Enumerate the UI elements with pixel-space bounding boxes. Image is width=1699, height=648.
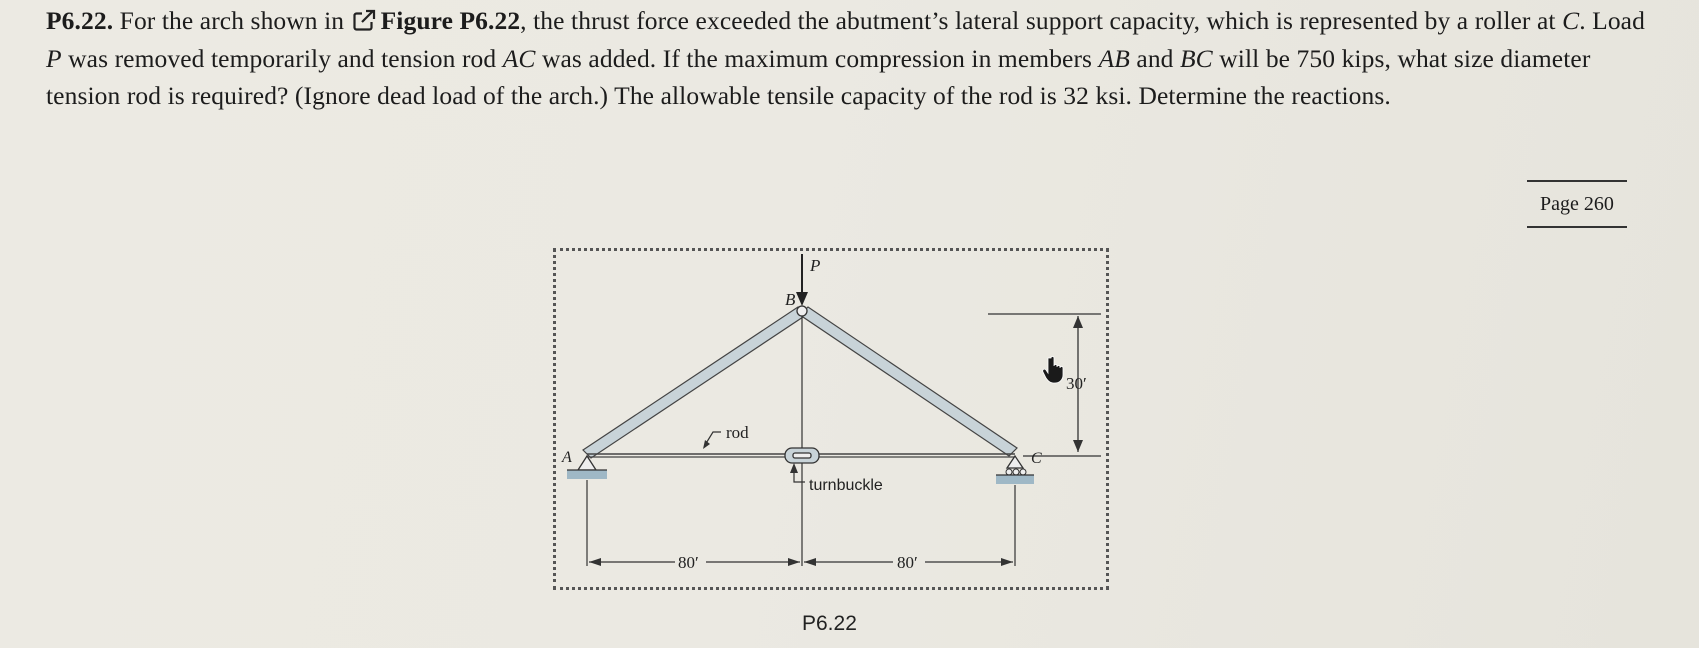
- label-b: B: [785, 290, 796, 309]
- roller-support-c: [996, 456, 1034, 484]
- label-rod: rod: [726, 423, 749, 442]
- pin-support-a: [567, 456, 607, 479]
- turnbuckle: [785, 448, 819, 463]
- label-c: C: [1031, 450, 1042, 467]
- page-label: Page 260: [1540, 192, 1614, 215]
- member-bc: [800, 307, 1017, 456]
- dim-left-label: 80′: [678, 553, 699, 572]
- figure-reference-link[interactable]: Figure P6.22: [380, 6, 521, 35]
- label-a: A: [562, 449, 572, 466]
- hand-pointer-icon: [1043, 357, 1063, 384]
- load-arrow: [796, 292, 808, 306]
- page-marker: [1527, 180, 1627, 228]
- problem-number: P6.22.: [46, 6, 114, 35]
- problem-statement: P6.22. For the arch shown in Figure P6.22, the thrust force exceeded the abutment’s lateral support capacity, which is represented by a roller at C. Load P was removed temporarily and tension rod AC was added. If the maximum compression in members AB and BC will be 750 kips, what size diameter tension rod is required? (Ignore dead load of the arch.) The allowable tensile capacity of the rod is 32 ksi. Determine the reactions.: [46, 6, 1645, 110]
- label-turnbuckle: turnbuckle: [809, 477, 883, 494]
- dim-right-label: 80′: [897, 553, 918, 572]
- member-ab: [583, 307, 806, 458]
- figure-caption: P6.22: [802, 612, 857, 635]
- hinge-b: [797, 306, 807, 316]
- arch-figure: [553, 248, 1113, 593]
- problem-text: For the arch shown in: [113, 6, 351, 35]
- external-link-icon[interactable]: [353, 9, 377, 31]
- dim-height-label: 30′: [1066, 374, 1087, 393]
- label-p: P: [810, 256, 821, 275]
